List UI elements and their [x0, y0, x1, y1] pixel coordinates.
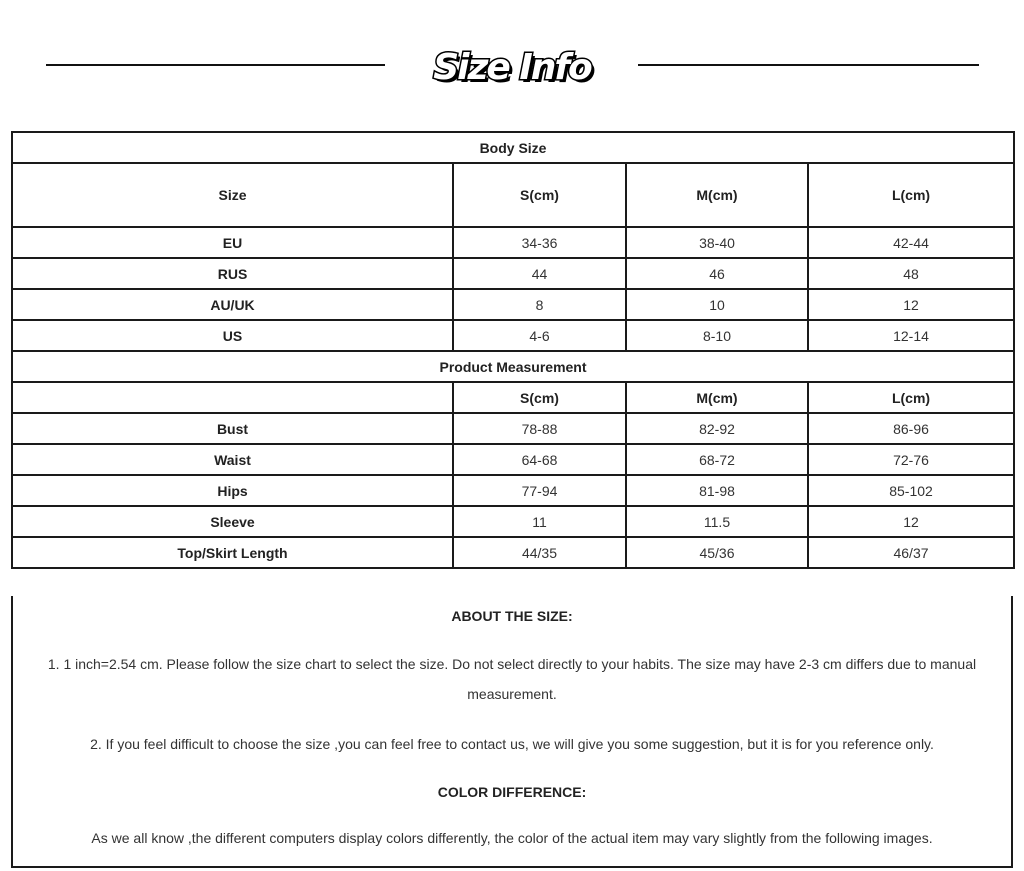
cell-us-s: 4-6: [453, 320, 626, 351]
row-label-au-uk: AU/UK: [12, 289, 453, 320]
cell-us-m: 8-10: [626, 320, 808, 351]
header-divider-right: [638, 64, 979, 66]
cell-eu-s: 34-36: [453, 227, 626, 258]
row-label-eu: EU: [12, 227, 453, 258]
cell-waist-l: 72-76: [808, 444, 1014, 475]
body-size-header-row: [12, 163, 1014, 227]
col-header-size: Size: [12, 163, 453, 227]
note-2: 2. If you feel difficult to choose the size ,you can feel free to contact us, we will give you some suggestion, but it is for you reference only.: [90, 736, 934, 752]
size-notes-box: [11, 596, 1013, 868]
product-measurement-title-row: [12, 351, 1014, 382]
product-measurement-header-row: [12, 382, 1014, 413]
row-label-top-skirt-length: Top/Skirt Length: [12, 537, 453, 568]
table-row: [12, 475, 1014, 506]
cell-eu-l: 42-44: [808, 227, 1014, 258]
col-header-l: L(cm): [808, 382, 1014, 413]
size-chart-table: [11, 131, 1015, 569]
cell-length-s: 44/35: [453, 537, 626, 568]
cell-rus-s: 44: [453, 258, 626, 289]
row-label-sleeve: Sleeve: [12, 506, 453, 537]
cell-length-m: 45/36: [626, 537, 808, 568]
cell-hips-s: 77-94: [453, 475, 626, 506]
color-difference-heading: COLOR DIFFERENCE:: [437, 784, 587, 800]
size-info-title: Size Info: [433, 46, 591, 88]
cell-hips-l: 85-102: [808, 475, 1014, 506]
cell-bust-l: 86-96: [808, 413, 1014, 444]
about-size-heading: ABOUT THE SIZE:: [451, 608, 573, 624]
table-row: [12, 289, 1014, 320]
cell-length-l: 46/37: [808, 537, 1014, 568]
cell-rus-m: 46: [626, 258, 808, 289]
cell-rus-l: 48: [808, 258, 1014, 289]
table-row: [12, 413, 1014, 444]
table-row: [12, 227, 1014, 258]
table-row: [12, 537, 1014, 568]
cell-au-uk-s: 8: [453, 289, 626, 320]
col-header-l: L(cm): [808, 163, 1014, 227]
row-label-rus: RUS: [12, 258, 453, 289]
row-label-hips: Hips: [12, 475, 453, 506]
body-size-title-row: [12, 132, 1014, 163]
cell-bust-s: 78-88: [453, 413, 626, 444]
header-divider-left: [46, 64, 385, 66]
row-label-waist: Waist: [12, 444, 453, 475]
table-row: [12, 444, 1014, 475]
color-difference-text: As we all know ,the different computers display colors differently, the color of the actual item may vary slightly from the following images.: [91, 830, 933, 846]
cell-waist-s: 64-68: [453, 444, 626, 475]
cell-waist-m: 68-72: [626, 444, 808, 475]
table-row: [12, 320, 1014, 351]
note-1-line-2: measurement.: [467, 686, 557, 702]
body-size-title: Body Size: [12, 132, 1014, 163]
col-header-s: S(cm): [453, 163, 626, 227]
cell-bust-m: 82-92: [626, 413, 808, 444]
col-header-blank: [12, 382, 453, 413]
cell-au-uk-m: 10: [626, 289, 808, 320]
cell-us-l: 12-14: [808, 320, 1014, 351]
product-measurement-title: Product Measurement: [12, 351, 1014, 382]
col-header-m: M(cm): [626, 163, 808, 227]
col-header-s: S(cm): [453, 382, 626, 413]
table-row: [12, 506, 1014, 537]
cell-hips-m: 81-98: [626, 475, 808, 506]
note-1-line-1: 1. 1 inch=2.54 cm. Please follow the size chart to select the size. Do not select directly to your habits. The size may have 2-3 cm differs due to manual: [47, 656, 977, 672]
page-title: [390, 38, 634, 96]
row-label-bust: Bust: [12, 413, 453, 444]
col-header-m: M(cm): [626, 382, 808, 413]
row-label-us: US: [12, 320, 453, 351]
table-row: [12, 258, 1014, 289]
cell-eu-m: 38-40: [626, 227, 808, 258]
cell-sleeve-s: 11: [453, 506, 626, 537]
cell-sleeve-l: 12: [808, 506, 1014, 537]
cell-sleeve-m: 11.5: [626, 506, 808, 537]
cell-au-uk-l: 12: [808, 289, 1014, 320]
